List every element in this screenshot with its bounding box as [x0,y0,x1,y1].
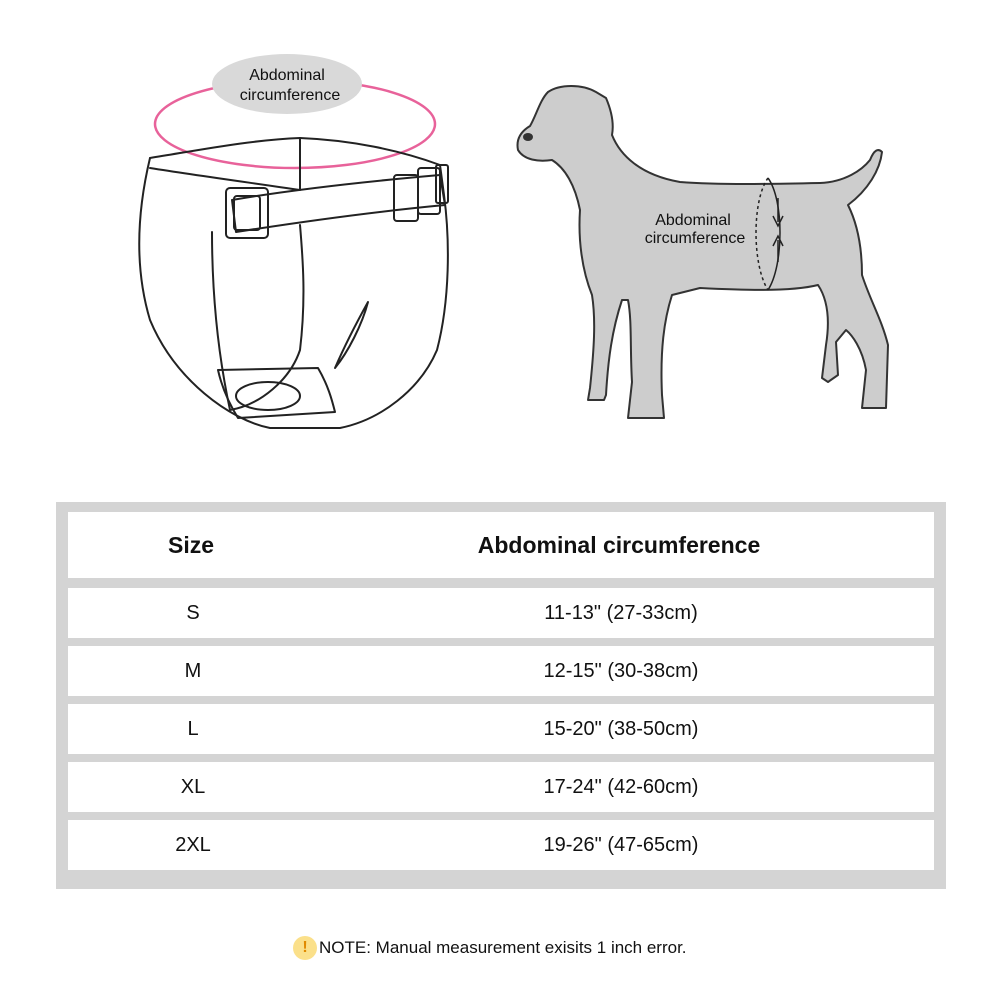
diaper-illustration [139,80,448,428]
table-row [68,762,934,812]
size-cell: XL [180,775,206,798]
table-row [68,820,934,870]
circumference-cell: 12-15" (30-38cm) [543,659,699,682]
size-chart-table [56,502,946,889]
size-cell: M [184,659,202,682]
table-header-row [68,512,934,578]
size-cell: S [186,601,200,624]
table-row [68,704,934,754]
circumference-cell: 17-24" (42-60cm) [543,775,699,798]
size-cell: L [187,717,199,740]
circumference-cell: 19-26" (47-65cm) [543,833,699,856]
circumference-cell: 15-20" (38-50cm) [543,717,699,740]
dog-label-line1: Abdominal [655,212,731,229]
diaper-label-line2: circumference [239,87,341,104]
table-row [68,588,934,638]
note-text: NOTE: Manual measurement exisits 1 inch error. [319,938,687,957]
circumference-column-header: Abdominal circumference [477,531,761,558]
dog-illustration [518,86,889,418]
exclamation-icon: ! [293,936,317,960]
measurement-note [293,935,687,961]
diaper-label-line1: Abdominal [249,67,325,84]
circumference-cell: 11-13" (27-33cm) [544,601,698,624]
dog-label-line2: circumference [644,230,746,247]
table-row [68,646,934,696]
product-illustrations [0,0,1000,470]
size-cell: 2XL [175,833,211,856]
diaper-measure-callout [212,54,362,114]
size-column-header: Size [167,531,215,558]
